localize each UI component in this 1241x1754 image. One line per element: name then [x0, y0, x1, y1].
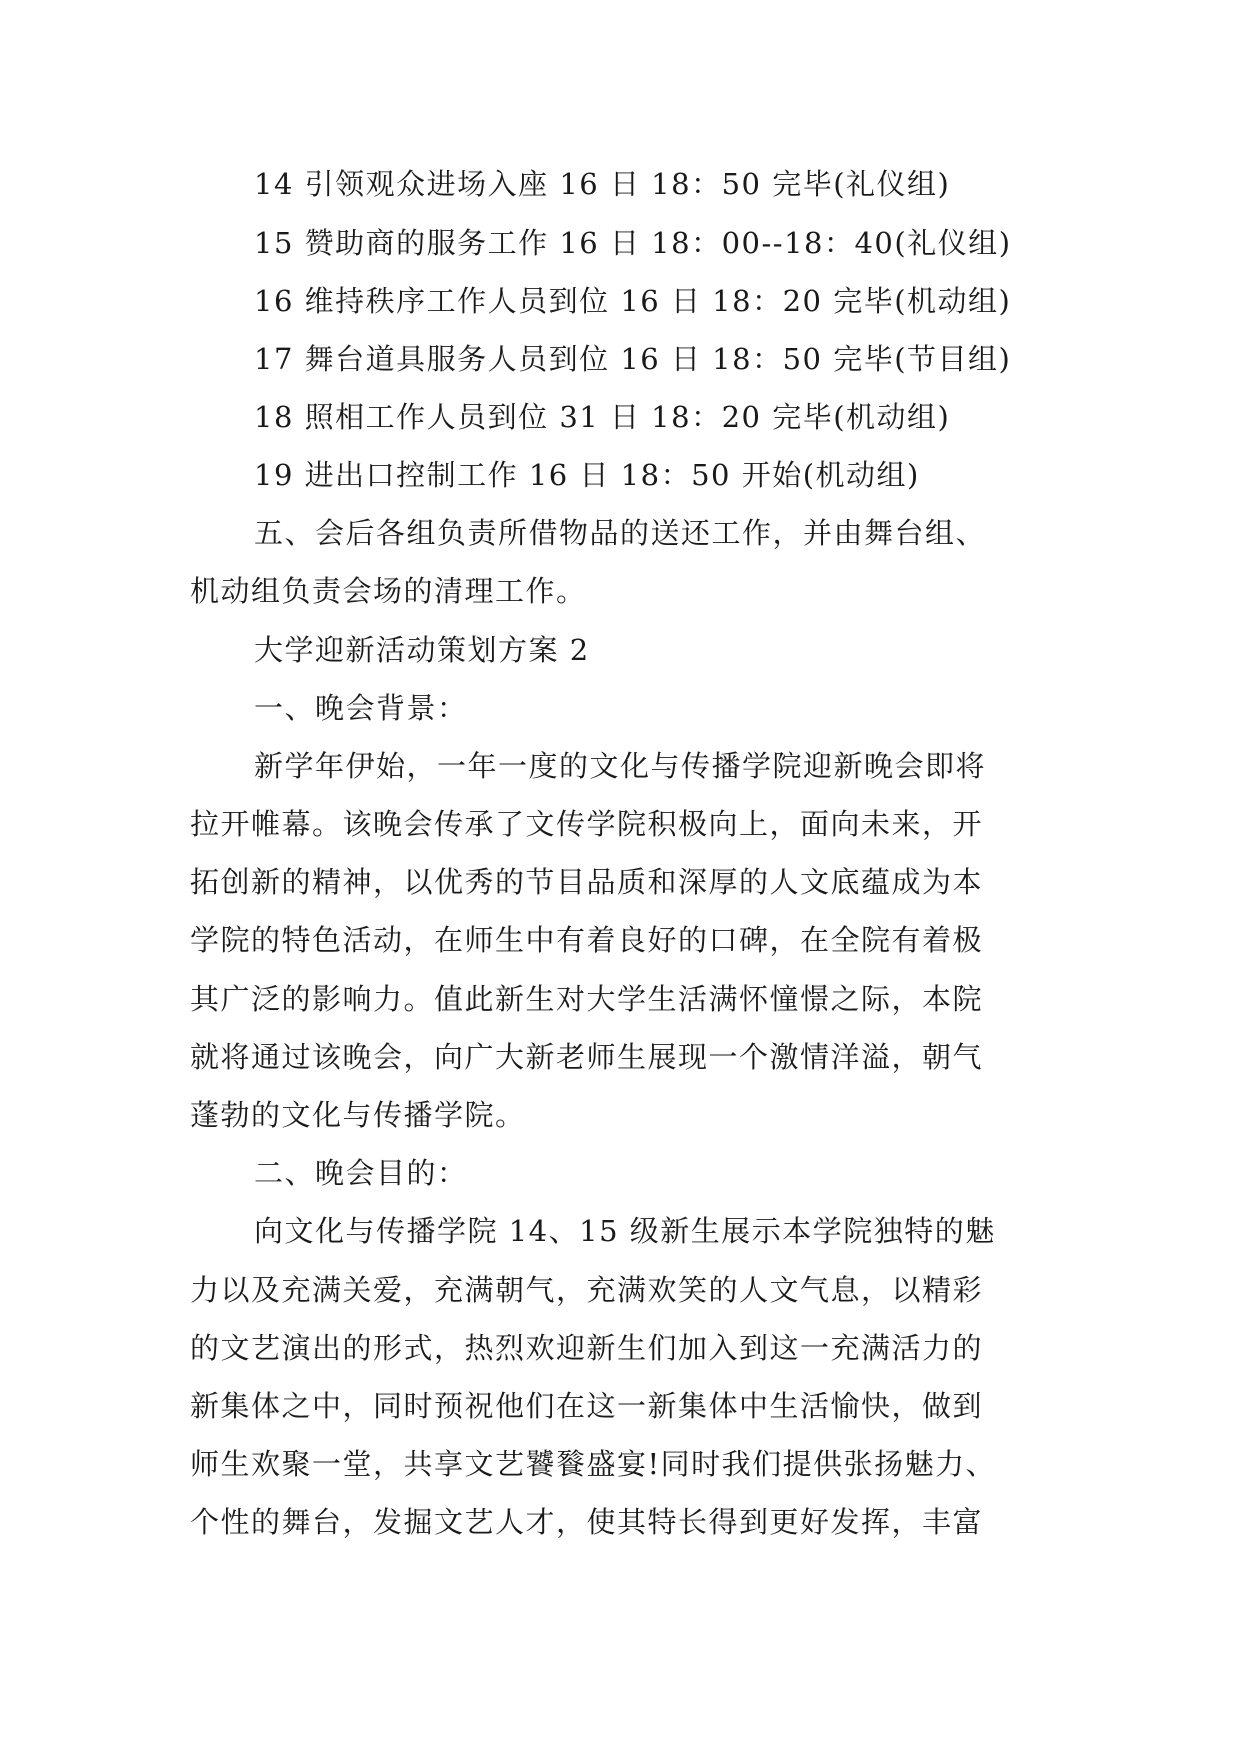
paragraph-line: 蓬勃的文化与传播学院。	[190, 1098, 526, 1132]
paragraph-line: 拓创新的精神，以优秀的节目品质和深厚的人文底蕴成为本	[190, 865, 984, 899]
paragraph-line: 个性的舞台，发掘文艺人才，使其特长得到更好发挥，丰富	[190, 1505, 984, 1539]
paragraph-line: 五、会后各组负责所借物品的送还工作，并由舞台组、	[254, 516, 987, 550]
paragraph-line: 力以及充满关爱，充满朝气，充满欢笑的人文气息，以精彩	[190, 1273, 984, 1307]
schedule-item-17: 17 舞台道具服务人员到位 16 日 18：50 完毕(节目组)	[254, 342, 1012, 376]
section-title: 大学迎新活动策划方案 2	[254, 633, 590, 667]
paragraph-line: 拉开帷幕。该晚会传承了文传学院积极向上，面向未来，开	[190, 807, 984, 841]
paragraph-line: 就将通过该晚会，向广大新老师生展现一个激情洋溢，朝气	[190, 1040, 984, 1074]
schedule-item-14: 14 引领观众进场入座 16 日 18：50 完毕(礼仪组)	[254, 167, 951, 201]
paragraph-line: 向文化与传播学院 14、15 级新生展示本学院独特的魅	[254, 1214, 996, 1248]
schedule-item-16: 16 维持秩序工作人员到位 16 日 18：20 完毕(机动组)	[254, 284, 1012, 318]
paragraph-line: 学院的特色活动，在师生中有着良好的口碑，在全院有着极	[190, 923, 984, 957]
schedule-item-19: 19 进出口控制工作 16 日 18：50 开始(机动组)	[254, 458, 920, 492]
section-heading-purpose: 二、晚会目的：	[254, 1156, 468, 1190]
paragraph-line: 其广泛的影响力。值此新生对大学生活满怀憧憬之际，本院	[190, 982, 984, 1016]
section-heading-background: 一、晚会背景：	[254, 691, 468, 725]
schedule-item-15: 15 赞助商的服务工作 16 日 18：00--18：40(礼仪组)	[254, 226, 1012, 260]
paragraph-line: 机动组负责会场的清理工作。	[190, 574, 587, 608]
paragraph-line: 新学年伊始，一年一度的文化与传播学院迎新晚会即将	[254, 749, 987, 783]
paragraph-line: 师生欢聚一堂，共享文艺饕餮盛宴!同时我们提供张扬魅力、	[190, 1447, 997, 1481]
paragraph-line: 新集体之中，同时预祝他们在这一新集体中生活愉快，做到	[190, 1389, 984, 1423]
paragraph-line: 的文艺演出的形式，热烈欢迎新生们加入到这一充满活力的	[190, 1331, 984, 1365]
schedule-item-18: 18 照相工作人员到位 31 日 18：20 完毕(机动组)	[254, 400, 951, 434]
